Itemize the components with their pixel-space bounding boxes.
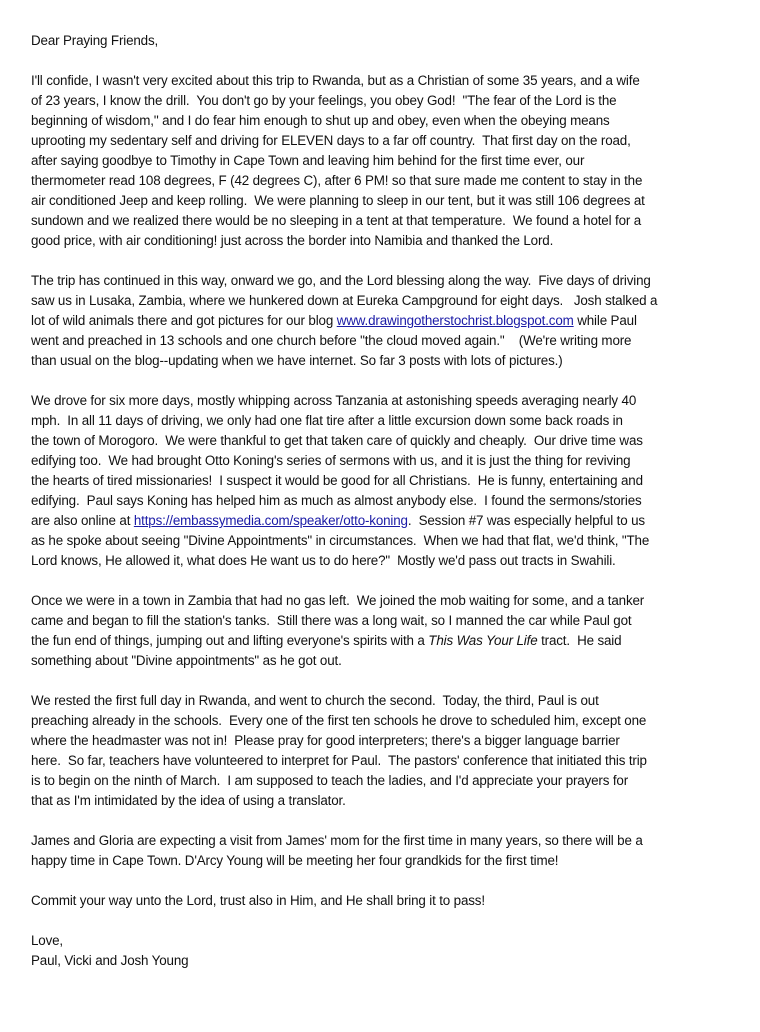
paragraph-blessing — [31, 891, 736, 911]
text-line: the town of Morogoro. We were thankful to get that taken care of quickly and cheaply. Our drive time was — [31, 433, 643, 448]
paragraph-rwanda — [31, 691, 736, 811]
text-line: came and began to fill the station's tanks. Still there was a long wait, so I manned the car while Paul got — [31, 613, 632, 628]
paragraph-family — [31, 831, 736, 871]
text-line: edifying. Paul says Koning has helped him as much as almost anybody else. I found the sermons/stories — [31, 493, 642, 508]
text-line — [31, 311, 736, 331]
text-line: mph. In all 11 days of driving, we only had one flat tire after a little excursion down some back roads in — [31, 413, 623, 428]
text-line: as he spoke about seeing "Divine Appointments" in circumstances. When we had that flat, we'd think, "The — [31, 533, 650, 548]
text-line: of 23 years, I know the drill. You don't go by your feelings, you obey God! "The fear of the Lord is the — [31, 93, 617, 108]
text-line: something about "Divine appointments" as he got out. — [31, 653, 342, 668]
text-line: Commit your way unto the Lord, trust also in Him, and He shall bring it to pass! — [31, 893, 485, 908]
text-line: is to begin on the ninth of March. I am supposed to teach the ladies, and I'd appreciate your prayers for — [31, 773, 629, 788]
text-fragment: tract. He said — [537, 633, 622, 648]
text-line: Once we were in a town in Zambia that had no gas left. We joined the mob waiting for some, and a tanker — [31, 593, 645, 608]
sermons-link[interactable]: https://embassymedia.com/speaker/otto-koning — [133, 513, 408, 528]
text-line: after saying goodbye to Timothy in Cape Town and leaving him behind for the first time ever, our — [31, 153, 585, 168]
text-line: Lord knows, He allowed it, what does He want us to do here?" Mostly we'd pass out tracts in Swahili. — [31, 553, 616, 568]
text-line: uprooting my sedentary self and driving for ELEVEN days to a far off country. That first day on the road, — [31, 133, 631, 148]
text-fragment: the fun end of things, jumping out and lifting everyone's spirits with a — [31, 633, 429, 648]
text-line: beginning of wisdom,'' and I do fear him enough to shut up and obey, even when the obeying means — [31, 113, 610, 128]
signature: Paul, Vicki and Josh Young — [31, 953, 189, 968]
text-line: good price, with air conditioning! just across the border into Namibia and thanked the Lord. — [31, 233, 554, 248]
tract-title: This Was Your Life — [428, 633, 538, 648]
text-line: air conditioned Jeep and keep rolling. We were planning to sleep in our tent, but it was still 106 degrees at — [31, 193, 645, 208]
text-line: We rested the first full day in Rwanda, and went to church the second. Today, the third, Paul is out — [31, 693, 599, 708]
text-fragment: lot of wild animals there and got pictures for our blog — [31, 313, 337, 328]
text-line: the hearts of tired missionaries! I suspect it would be good for all Christians. He is funny, entertaining and — [31, 473, 643, 488]
text-line: went and preached in 13 schools and one church before "the cloud moved again." (We're writing more — [31, 333, 632, 348]
greeting — [31, 31, 736, 51]
text-fragment: . Session #7 was especially helpful to us — [407, 513, 645, 528]
text-line: where the headmaster was not in! Please pray for good interpreters; there's a bigger language barrier — [31, 733, 620, 748]
text-line: that as I'm intimidated by the idea of using a translator. — [31, 793, 346, 808]
text-line: happy time in Cape Town. D'Arcy Young will be meeting her four grandkids for the first time! — [31, 853, 559, 868]
signoff — [31, 931, 736, 971]
greeting-text: Dear Praying Friends, — [31, 33, 159, 48]
text-line: than usual on the blog--updating when we have internet. So far 3 posts with lots of pictures.) — [31, 353, 563, 368]
text-fragment: are also online at — [31, 513, 134, 528]
text-line — [31, 511, 736, 531]
text-line: sundown and we realized there would be no sleeping in a tent at that temperature. We found a hotel for a — [31, 213, 642, 228]
text-fragment: while Paul — [573, 313, 637, 328]
paragraph-zambia — [31, 271, 736, 371]
text-line: I'll confide, I wasn't very excited about this trip to Rwanda, but as a Christian of some 35 years, and a wife — [31, 73, 640, 88]
paragraph-tanzania — [31, 391, 736, 571]
closing: Love, — [31, 933, 64, 948]
text-line: saw us in Lusaka, Zambia, where we hunkered down at Eureka Campground for eight days. Josh stalked a — [31, 293, 658, 308]
text-line: edifying too. We had brought Otto Koning's series of sermons with us, and it is just the thing for reviving — [31, 453, 631, 468]
paragraph-departure — [31, 71, 736, 251]
blog-link[interactable]: www.drawingotherstochrist.blogspot.com — [336, 313, 574, 328]
text-line: here. So far, teachers have volunteered to interpret for Paul. The pastors' conference that initiated this trip — [31, 753, 647, 768]
text-line: thermometer read 108 degrees, F (42 degrees C), after 6 PM! so that sure made me content to stay in the — [31, 173, 643, 188]
paragraph-gas-station — [31, 591, 736, 671]
text-line: We drove for six more days, mostly whipping across Tanzania at astonishing speeds averaging nearly 40 — [31, 393, 637, 408]
text-line: preaching already in the schools. Every one of the first ten schools he drove to scheduled him, except one — [31, 713, 647, 728]
text-line: The trip has continued in this way, onward we go, and the Lord blessing along the way. Five days of driving — [31, 273, 651, 288]
text-line — [31, 631, 736, 651]
text-line: James and Gloria are expecting a visit from James' mom for the first time in many years, so there will be a — [31, 833, 643, 848]
